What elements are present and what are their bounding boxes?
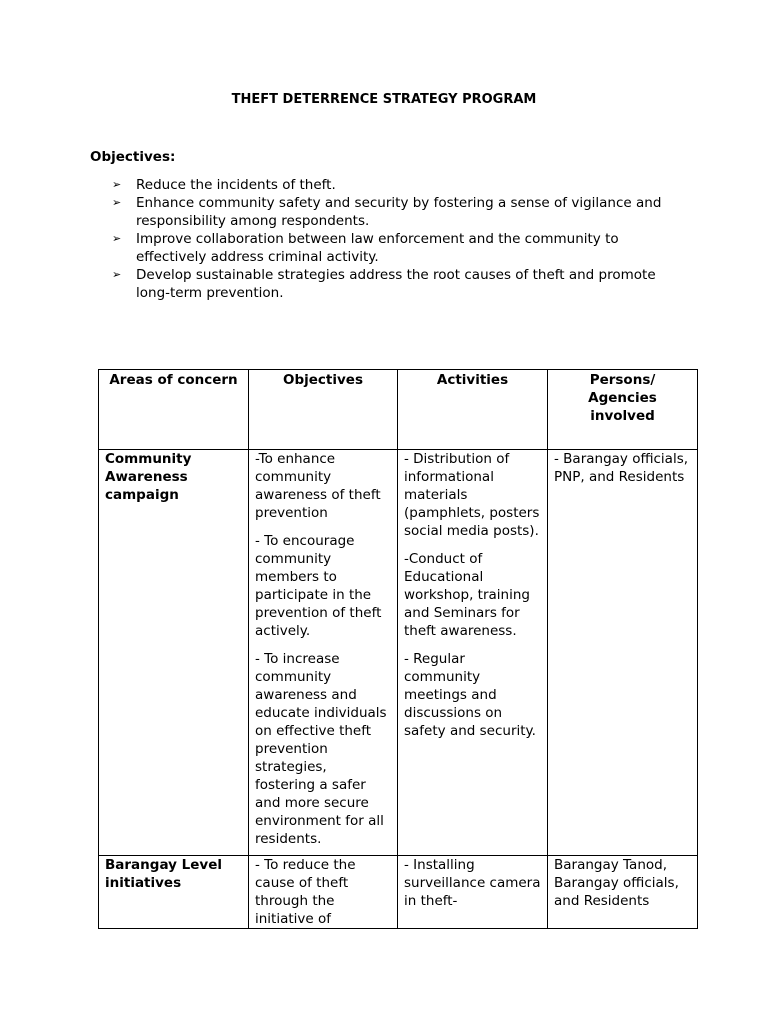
objectives-cell: -To enhance community awareness of theft prevention - To encourage community members to participate in the prevention of theft actively. - To increase community awareness and educate individuals on effective theft prevention strategies, fostering a safer and more secure environment for all residents. (249, 450, 398, 856)
list-item: ➢ Reduce the incidents of theft. (112, 177, 336, 193)
list-item: ➢ Improve collaboration between law enforcement and the community to effectively address criminal activity. (112, 231, 619, 265)
objectives-heading: Objectives: (90, 149, 176, 165)
area-cell: Community Awareness campaign (99, 450, 249, 856)
table-header-row (99, 370, 698, 450)
activities-cell: - Distribution of informational materials (pamphlets, posters social media posts). -Conduct of Educational workshop, training and Seminars for theft awareness. - Regular community meetings and discussions on safety and security. (398, 450, 548, 856)
persons-cell: Barangay Tanod, Barangay officials, and Residents (548, 856, 698, 929)
header-activities: Activities (398, 370, 548, 450)
document-title: THEFT DETERRENCE STRATEGY PROGRAM (231, 92, 537, 107)
arrow-bullet-icon: ➢ (112, 268, 122, 281)
persons-cell: - Barangay officials, PNP, and Residents (548, 450, 698, 856)
arrow-bullet-icon: ➢ (112, 196, 122, 209)
list-item: ➢ Enhance community safety and security by fostering a sense of vigilance and responsibility among respondents. (112, 195, 662, 229)
header-objectives: Objectives (249, 370, 398, 450)
arrow-bullet-icon: ➢ (112, 178, 122, 191)
area-cell: Barangay Level initiatives (99, 856, 249, 929)
list-item: ➢ Develop sustainable strategies address the root causes of theft and promote long-term prevention. (112, 267, 656, 301)
arrow-bullet-icon: ➢ (112, 232, 122, 245)
header-areas-of-concern: Areas of concern (99, 370, 249, 450)
strategy-table (98, 369, 698, 929)
header-persons-agencies: Persons/ Agencies involved (548, 370, 698, 450)
table-row (99, 450, 698, 856)
activities-cell: - Installing surveillance camera in theft- (398, 856, 548, 929)
objectives-list (112, 176, 692, 302)
objectives-cell: - To reduce the cause of theft through the initiative of (249, 856, 398, 929)
table-row (99, 856, 698, 929)
